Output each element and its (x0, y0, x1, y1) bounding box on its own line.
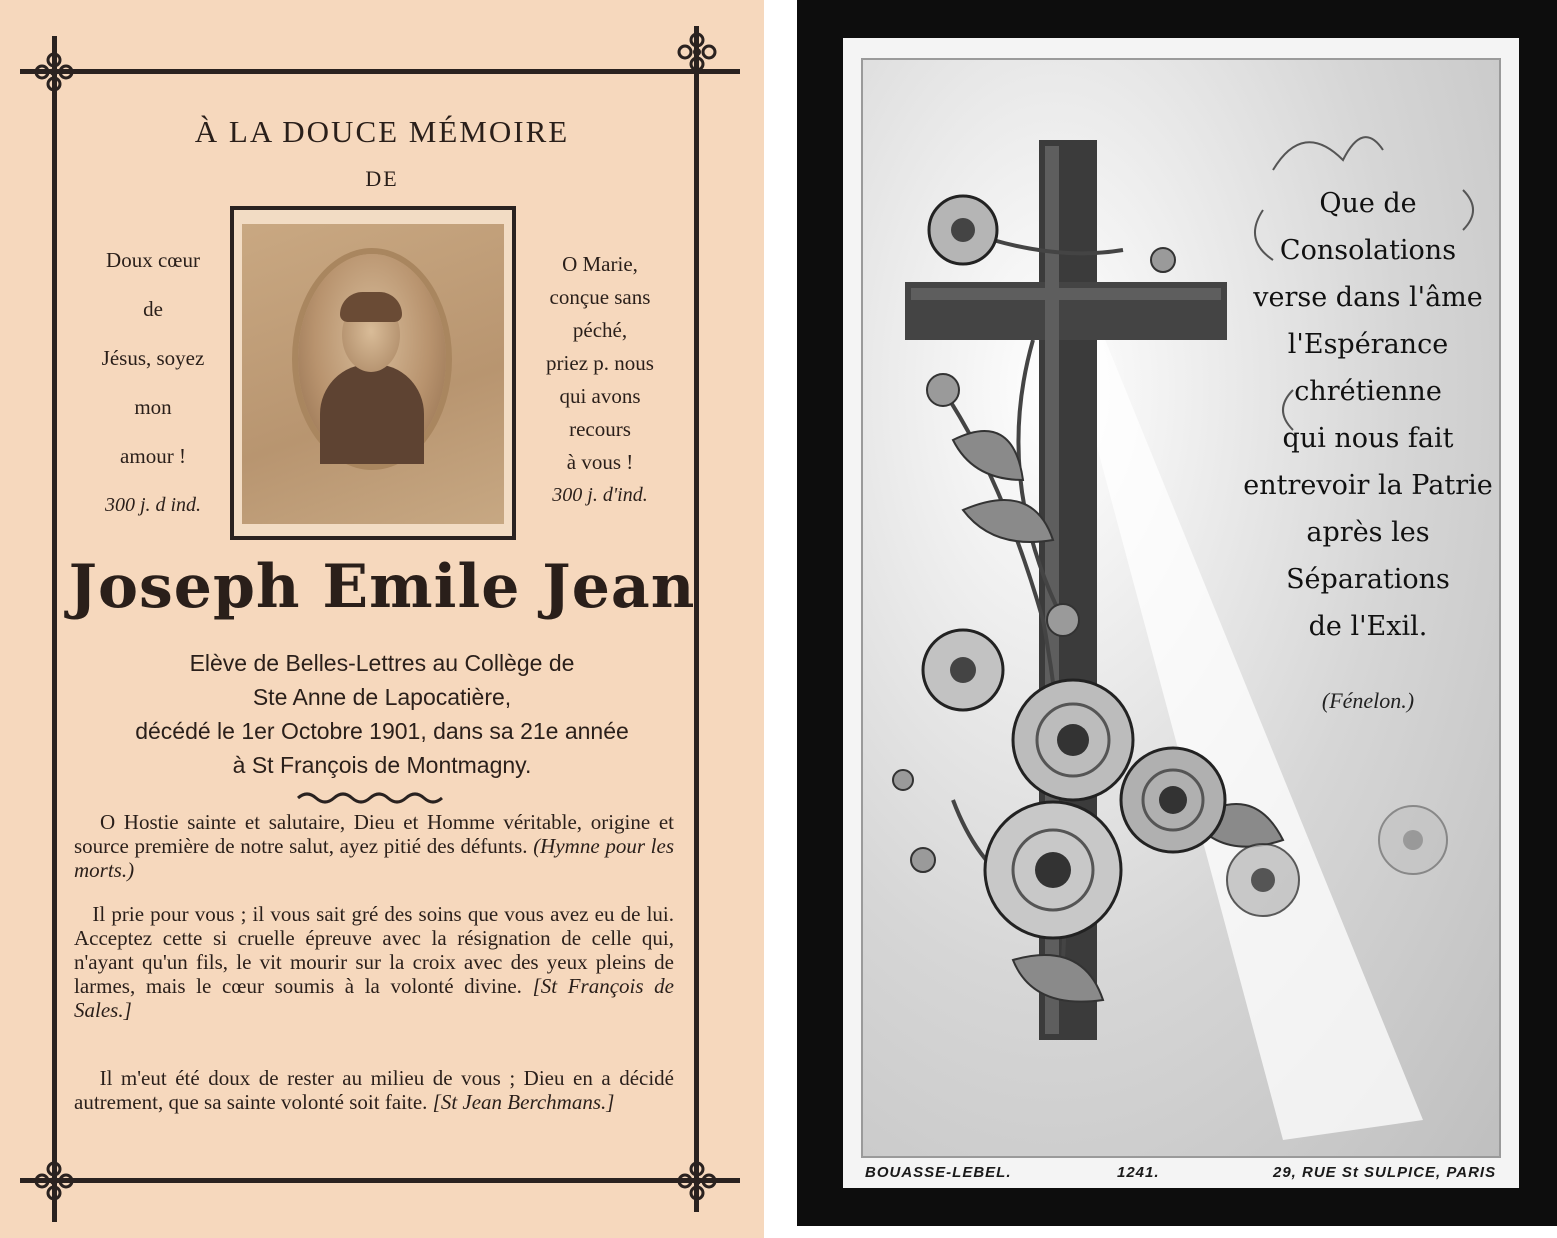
memorial-heading: À LA DOUCE MÉMOIRE (194, 114, 570, 149)
prayer-paragraph (74, 1066, 674, 1114)
verse-line: l'Espérance (1287, 329, 1449, 360)
paragraph-source: (Hymne pour les morts.) (74, 834, 674, 882)
right-prayer-line: qui avons (559, 384, 641, 408)
left-prayer-line: amour ! (120, 444, 186, 468)
left-prayer (70, 236, 236, 530)
left-prayer-line: Doux cœur (106, 248, 200, 272)
right-prayer (516, 248, 684, 512)
verse-line: après les (1306, 517, 1430, 548)
right-prayer-line: à vous ! (566, 450, 634, 474)
paragraph-text: Il prie pour vous ; il vous sait gré des soins que vous avez eu de lui. Acceptez cette si cruelle épreuve avec la résignation de celle qui, n'ayant qu'un fils, le vit mourir sur la croix avec des yeux pleins de larmes, mais le cœur soumis à la volonté divine. (74, 902, 675, 998)
verse-source: (Fénelon.) (1321, 688, 1415, 713)
paragraph-source: [St François de Sales.] (74, 974, 675, 1022)
verse-line: chrétienne (1294, 376, 1442, 407)
verse-line: qui nous fait (1282, 423, 1454, 454)
corner-cross-ornament-icon (24, 1151, 84, 1211)
corner-cross-ornament-icon (24, 42, 84, 102)
right-prayer-line: priez p. nous (546, 351, 654, 375)
paragraph-source: [St Jean Berchmans.] (432, 1090, 615, 1114)
bio-line: à St François de Montmagny. (232, 752, 532, 778)
right-prayer-line: péché, (572, 318, 628, 342)
frame-top-line (20, 69, 740, 74)
prayer-paragraph (74, 902, 674, 1022)
memorial-card-front (0, 0, 764, 1238)
verse-line: entrevoir la Patrie (1243, 470, 1493, 501)
left-prayer-indulgence: 300 j. d ind. (104, 494, 202, 516)
bio-line: Ste Anne de Lapocatière, (252, 684, 512, 710)
right-prayer-line: conçue sans (549, 285, 651, 309)
bio-line: décédé le 1er Octobre 1901, dans sa 21e année (135, 718, 629, 744)
right-prayer-indulgence: 300 j. d'ind. (552, 484, 648, 506)
card-back-inner (843, 38, 1519, 1188)
memorial-heading-de: DE (365, 166, 399, 191)
wavy-divider-icon (296, 788, 448, 804)
verse-line: Consolations (1279, 235, 1457, 266)
paragraph-text: Il m'eut été doux de rester au milieu de vous ; Dieu en a décidé autrement, que sa sainte volonté soit faite. (74, 1066, 674, 1114)
cross-illustration (861, 58, 1501, 1158)
frame-bottom-line (20, 1178, 740, 1183)
right-prayer-line: O Marie, (562, 252, 638, 276)
corner-cross-ornament-icon (667, 22, 727, 82)
frame-left-line (52, 36, 57, 1222)
imprint-address: 29, RUE St SULPICE, PARIS (1273, 1164, 1497, 1181)
bio-line: Elève de Belles-Lettres au Collège de (189, 650, 575, 676)
publisher-imprint (859, 1164, 1505, 1186)
verse-text (1243, 180, 1493, 650)
portrait-oval (298, 254, 446, 464)
left-prayer-line: de (143, 297, 163, 321)
memorial-card-back (797, 0, 1557, 1226)
corner-cross-ornament-icon (667, 1151, 727, 1211)
left-prayer-line: mon (134, 395, 172, 419)
verse-line: Séparations (1286, 564, 1450, 595)
verse-line: Que de (1319, 188, 1417, 219)
imprint-publisher: BOUASSE-LEBEL. (865, 1164, 1012, 1181)
imprint-number: 1241. (1117, 1164, 1160, 1181)
portrait-frame (230, 206, 516, 540)
prayer-paragraph (74, 810, 674, 882)
verse-line: verse dans l'âme (1253, 282, 1483, 313)
deceased-name: Joseph Emile Jean (68, 552, 696, 622)
paragraph-text: O Hostie sainte et salutaire, Dieu et Homme véritable, origine et source première de notre salut, ayez pitié des défunts. (74, 810, 674, 858)
left-prayer-line: Jésus, soyez (101, 346, 205, 370)
verse-line: de l'Exil. (1308, 611, 1428, 642)
right-prayer-line: recours (569, 417, 631, 441)
portrait-photo (242, 224, 504, 524)
